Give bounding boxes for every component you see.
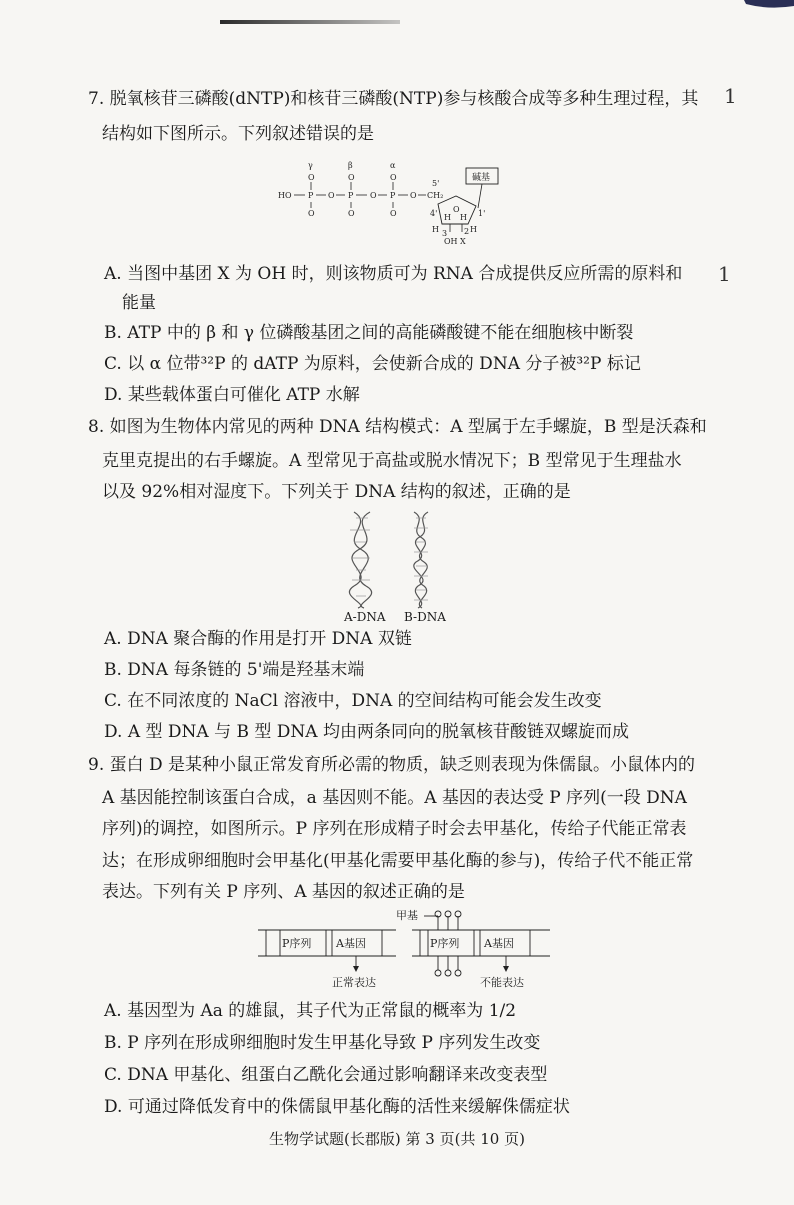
h-1: H (460, 213, 467, 222)
q8-option-a: A. DNA 聚合酶的作用是打开 DNA 双链 (104, 629, 412, 649)
h-4: H (444, 213, 451, 222)
a-gene-label-left: A基因 (336, 937, 366, 950)
p-alpha: P (390, 191, 396, 200)
h-3: H (432, 225, 439, 234)
q7-option-d: D. 某些载体蛋白可催化 ATP 水解 (104, 385, 360, 405)
c3-label: 3 (442, 229, 448, 238)
p-gamma: P (308, 191, 314, 200)
x-group: X (460, 237, 466, 246)
bottom-o-3: O (390, 209, 397, 218)
h-2: H (470, 225, 477, 234)
q9-stem-line5: 表达。下列有关 P 序列、A 基因的叙述正确的是 (102, 882, 465, 902)
p-seq-label-left: P序列 (282, 937, 312, 950)
q8-stem-line1: 8. 如图为生物体内常见的两种 DNA 结构模式：A 型属于左手螺旋，B 型是沃森和 (88, 417, 707, 437)
q9-stem-line4: 达；在形成卵细胞时会甲基化(甲基化需要甲基化酶的参与)，传给子代不能正常 (102, 851, 694, 871)
a-gene-label-right: A基因 (484, 937, 514, 950)
margin-mark-1: 1 (724, 84, 737, 108)
q7-option-a-line1: A. 当图中基团 X 为 OH 时，则该物质可为 RNA 合成提供反应所需的原料和 (104, 264, 683, 284)
methyl-label: 甲基 (396, 909, 418, 922)
margin-mark-2: 1 (718, 262, 731, 286)
corner-mark (674, 0, 794, 20)
page-footer: 生物学试题(长郡版) 第 3 页(共 10 页) (269, 1130, 525, 1148)
ring-o: O (453, 205, 460, 214)
o-bridge-3: O (410, 191, 417, 200)
q8-stem-line3: 以及 92%相对湿度下。下列关于 DNA 结构的叙述，正确的是 (102, 482, 571, 502)
q7-stem-line2: 结构如下图所示。下列叙述错误的是 (102, 124, 374, 144)
top-o-3: O (390, 173, 397, 182)
gamma-label: γ (308, 161, 313, 170)
dna-helix-figure (336, 508, 466, 620)
q7-option-a-line2: 能量 (122, 293, 156, 313)
q9-stem-line2: A 基因能控制该蛋白合成，a 基因则不能。A 基因的表达受 P 序列(一段 DNA (102, 788, 687, 808)
oh-3: OH (444, 237, 458, 246)
q9-option-c: C. DNA 甲基化、组蛋白乙酰化会通过影响翻译来改变表型 (104, 1065, 548, 1085)
top-o-2: O (348, 173, 355, 182)
p-beta: P (348, 191, 354, 200)
q8-stem-line2: 克里克提出的右手螺旋。A 型常见于高盐或脱水情况下；B 型常见于生理盐水 (102, 451, 682, 471)
a-dna-label: A-DNA (344, 610, 386, 624)
normal-expression-label: 正常表达 (332, 976, 376, 989)
ch2-group: CH₂ (427, 191, 444, 200)
q7-option-c: C. 以 α 位带³²P 的 dATP 为原料，会使新合成的 DNA 分子被³²P 标记 (104, 354, 641, 374)
q8-option-c: C. 在不同浓度的 NaCl 溶液中，DNA 的空间结构可能会发生改变 (104, 691, 602, 711)
q8-option-d: D. A 型 DNA 与 B 型 DNA 均由两条同向的脱氧核苷酸链双螺旋而成 (104, 722, 629, 742)
ho-group: HO (278, 191, 292, 200)
bottom-o-2: O (348, 209, 355, 218)
scan-streak (220, 20, 400, 24)
c5-label: 5' (432, 179, 440, 188)
b-dna-label: B-DNA (404, 610, 446, 624)
beta-label: β (348, 161, 353, 170)
p-seq-label-right: P序列 (430, 937, 460, 950)
bottom-o-1: O (308, 209, 315, 218)
q7-option-b: B. ATP 中的 β 和 γ 位磷酸基团之间的高能磷酸键不能在细胞核中断裂 (104, 323, 634, 343)
nucleotide-structure-figure (270, 158, 510, 250)
alpha-label: α (390, 161, 396, 170)
q9-stem-line3: 序列)的调控，如图所示。P 序列在形成精子时会去甲基化，传给子代能正常表 (102, 819, 687, 839)
q7-stem-line1: 7. 脱氧核苷三磷酸(dNTP)和核苷三磷酸(NTP)参与核酸合成等多种生理过程，其 (88, 89, 699, 109)
top-o-1: O (308, 173, 315, 182)
o-bridge-1: O (328, 191, 335, 200)
q9-option-b: B. P 序列在形成卵细胞时发生甲基化导致 P 序列发生改变 (104, 1033, 541, 1053)
q8-option-b: B. DNA 每条链的 5'端是羟基末端 (104, 660, 365, 680)
no-expression-label: 不能表达 (480, 976, 524, 989)
q9-option-d: D. 可通过降低发育中的侏儒鼠甲基化酶的活性来缓解侏儒症状 (104, 1097, 570, 1117)
base-box: 碱基 (472, 173, 491, 183)
c1-label: 1' (478, 209, 486, 218)
c2-label: 2 (464, 227, 470, 236)
methylation-figure (254, 908, 554, 994)
o-bridge-2: O (370, 191, 377, 200)
q9-stem-line1: 9. 蛋白 D 是某种小鼠正常发育所必需的物质，缺乏则表现为侏儒鼠。小鼠体内的 (88, 755, 696, 775)
c4-label: 4' (430, 209, 438, 218)
q9-option-a: A. 基因型为 Aa 的雄鼠，其子代为正常鼠的概率为 1/2 (104, 1001, 517, 1021)
